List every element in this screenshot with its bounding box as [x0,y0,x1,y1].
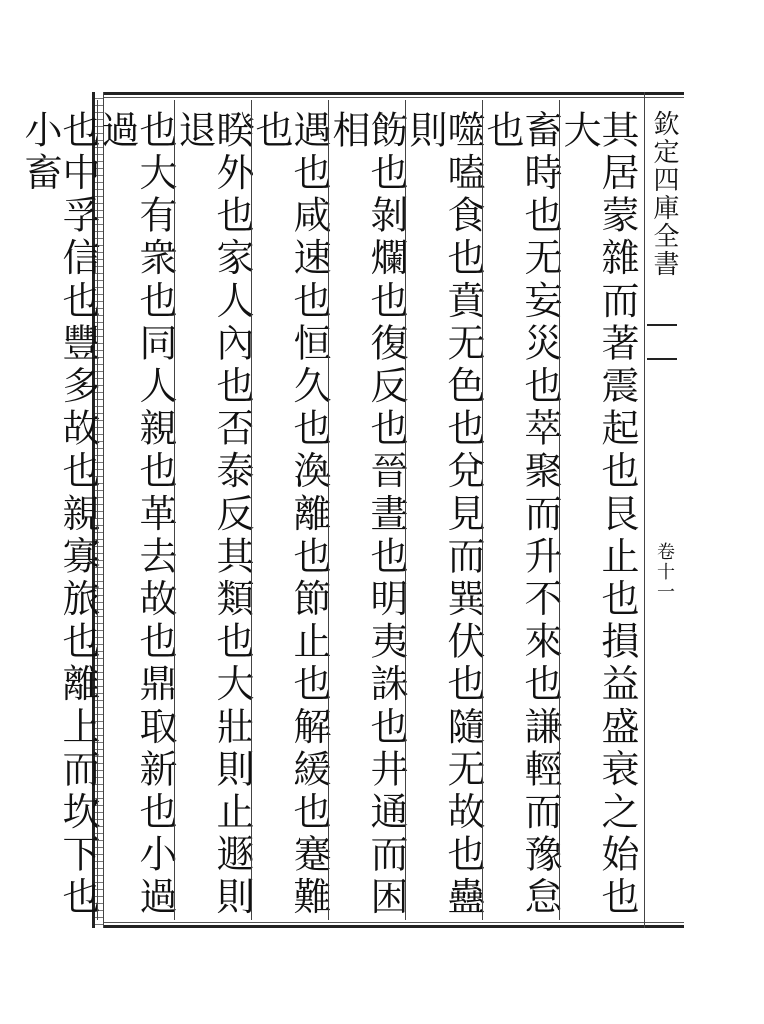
column-text: 飭也剝爛也復反也晉晝也明夷誅也井通而困相 [326,110,408,920]
text-column [557,100,639,920]
text-columns [18,100,639,920]
column-text: 也中孚信也豐多故也親寡旅也離上而坎下也小畜 [18,110,100,920]
book-title: 欽定四庫全書 [649,110,679,278]
frame-border-bottom [92,922,684,928]
column-text: 遇也咸速也恒久也渙離也節止也解緩也蹇難也 [249,110,331,920]
column-text: 畜時也无妄災也萃聚而升不來也謙輕而豫怠也 [480,110,562,920]
fishtail-mark [647,324,677,360]
text-column [172,100,254,920]
text-column [480,100,562,920]
column-text: 其居蒙雜而著震起也艮止也損益盛衰之始也大 [557,110,639,920]
text-column [326,100,408,920]
column-text: 也大有衆也同人親也革去故也鼎取新也小過過 [95,110,177,920]
frame-border-top [92,92,684,98]
column-text: 噬嗑食也賁无色也兌見而巽伏也隨无故也蠱則 [403,110,485,920]
text-column [95,100,177,920]
text-column [403,100,485,920]
page-frame [18,92,684,928]
column-text: 睽外也家人內也否泰反其類也大壯則止遯則退 [172,110,254,920]
margin-column [644,92,684,928]
text-column [18,100,100,920]
volume-label: 卷十一 [654,542,675,602]
text-column [249,100,331,920]
